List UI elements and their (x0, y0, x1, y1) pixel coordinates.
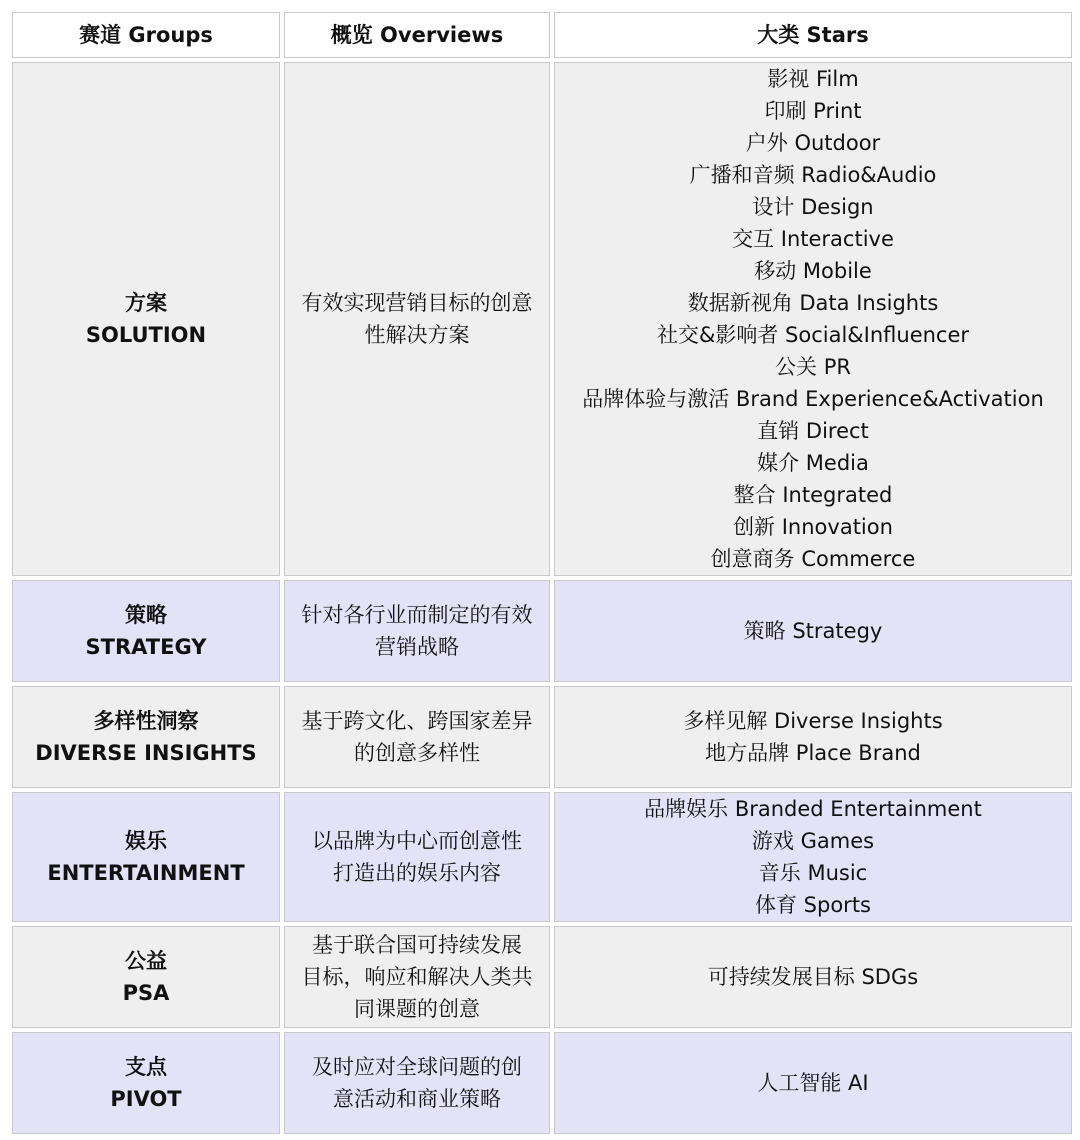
star-item: 公关 PR (775, 355, 851, 379)
overview-line: 打造出的娱乐内容 (333, 861, 501, 885)
stars-cell (554, 62, 1072, 576)
header-overviews: 概览 Overviews (284, 12, 550, 58)
star-item: 设计 Design (752, 195, 874, 219)
overview-line: 目标，响应和解决人类共 (301, 965, 533, 989)
star-item: 可持续发展目标 SDGs (707, 965, 919, 989)
star-item: 影视 Film (767, 67, 859, 91)
overview-cell (284, 1032, 550, 1134)
star-item: 整合 Integrated (733, 483, 893, 507)
stars-cell (554, 580, 1072, 682)
overview-line: 基于联合国可持续发展 (312, 933, 522, 957)
group-name-en: STRATEGY (85, 635, 207, 659)
overview-cell (284, 926, 550, 1028)
overview-line: 的创意多样性 (354, 741, 480, 765)
group-name-cn: 娱乐 (125, 829, 167, 853)
awards-categories-table (8, 8, 1076, 1138)
group-name-en: SOLUTION (85, 323, 207, 347)
group-name-en: PSA (122, 981, 170, 1005)
star-item: 体育 Sports (755, 893, 871, 917)
group-name-en: DIVERSE INSIGHTS (35, 741, 257, 765)
group-name-en: PIVOT (110, 1087, 182, 1111)
star-item: 印刷 Print (764, 99, 862, 123)
star-item: 品牌娱乐 Branded Entertainment (644, 797, 982, 821)
overview-line: 同课题的创意 (354, 997, 480, 1021)
overview-line: 性解决方案 (364, 323, 470, 347)
star-item: 多样见解 Diverse Insights (683, 709, 943, 733)
group-name-cn: 公益 (125, 949, 167, 973)
star-item: 创意商务 Commerce (710, 547, 916, 571)
table-row-solution (12, 62, 1072, 576)
group-cell (12, 686, 280, 788)
group-cell (12, 792, 280, 922)
group-cell (12, 62, 280, 576)
star-item: 创新 Innovation (733, 515, 893, 539)
overview-cell (284, 62, 550, 576)
star-item: 人工智能 AI (757, 1071, 869, 1095)
group-name-cn: 策略 (125, 603, 167, 627)
star-item: 媒介 Media (757, 451, 869, 475)
table-row-strategy (12, 580, 1072, 682)
group-cell (12, 1032, 280, 1134)
star-item: 数据新视角 Data Insights (687, 291, 939, 315)
overview-cell (284, 580, 550, 682)
star-item: 游戏 Games (751, 829, 875, 853)
table-row-pivot (12, 1032, 1072, 1134)
header-row (12, 12, 1072, 58)
group-cell (12, 926, 280, 1028)
overview-line: 以品牌为中心而创意性 (312, 829, 522, 853)
overview-line: 基于跨文化、跨国家差异 (301, 709, 533, 733)
star-item: 移动 Mobile (754, 259, 872, 283)
stars-cell (554, 686, 1072, 788)
star-item: 社交&影响者 Social&Influencer (656, 323, 970, 347)
overview-line: 意活动和商业策略 (333, 1087, 501, 1111)
overview-line: 及时应对全球问题的创 (312, 1055, 522, 1079)
star-item: 交互 Interactive (732, 227, 894, 251)
stars-cell (554, 926, 1072, 1028)
table-row-diverse-insights (12, 686, 1072, 788)
star-item: 广播和音频 Radio&Audio (689, 163, 937, 187)
stars-cell (554, 1032, 1072, 1134)
group-name-cn: 多样性洞察 (93, 709, 199, 733)
group-cell (12, 580, 280, 682)
overview-cell (284, 686, 550, 788)
group-name-en: ENTERTAINMENT (47, 861, 245, 885)
star-item: 户外 Outdoor (745, 131, 881, 155)
star-item: 品牌体验与激活 Brand Experience&Activation (582, 387, 1044, 411)
star-item: 直销 Direct (757, 419, 869, 443)
header-groups: 赛道 Groups (12, 12, 280, 58)
table-row-entertainment (12, 792, 1072, 922)
star-item: 地方品牌 Place Brand (705, 741, 921, 765)
overview-line: 营销战略 (375, 635, 459, 659)
star-item: 策略 Strategy (743, 619, 883, 643)
header-stars: 大类 Stars (554, 12, 1072, 58)
group-name-cn: 支点 (125, 1055, 167, 1079)
overview-line: 有效实现营销目标的创意 (301, 291, 533, 315)
overview-cell (284, 792, 550, 922)
table-row-psa (12, 926, 1072, 1028)
stars-cell (554, 792, 1072, 922)
group-name-cn: 方案 (125, 291, 167, 315)
star-item: 音乐 Music (758, 861, 868, 885)
overview-line: 针对各行业而制定的有效 (301, 603, 533, 627)
